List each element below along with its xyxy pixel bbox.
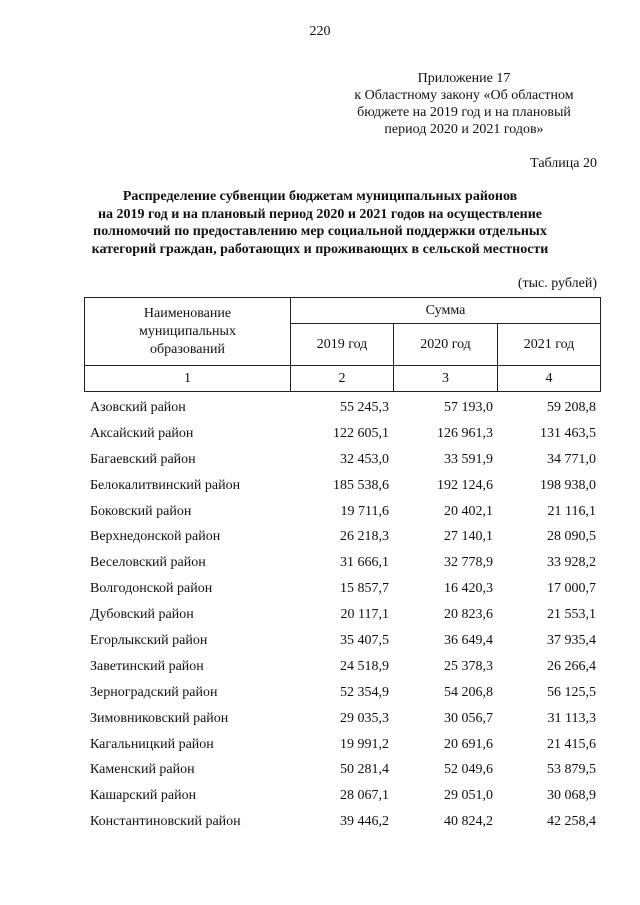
district-name: Багаевский район — [90, 451, 196, 467]
district-name: Волгодонской район — [90, 581, 213, 597]
table-body — [84, 395, 600, 835]
table-row — [84, 421, 600, 447]
value-2020: 25 378,3 — [444, 658, 493, 674]
header-name-cell — [85, 298, 291, 366]
table-row — [84, 550, 600, 576]
value-2021: 37 935,4 — [547, 632, 596, 648]
value-2020: 20 691,6 — [444, 736, 493, 752]
col-number: 4 — [498, 366, 601, 392]
title-line: полномочий по предоставлению мер социальной поддержки отдельных — [93, 224, 547, 239]
district-name: Боковский район — [90, 503, 192, 519]
value-2021: 26 266,4 — [547, 658, 596, 674]
value-2019: 122 605,1 — [333, 425, 389, 441]
value-2019: 31 666,1 — [340, 555, 389, 571]
value-2020: 33 591,9 — [444, 451, 493, 467]
table-row — [84, 524, 600, 550]
district-name: Веселовский район — [90, 555, 206, 571]
district-name: Зимовниковский район — [90, 710, 229, 726]
value-2021: 59 208,8 — [547, 399, 596, 415]
table-row — [84, 576, 600, 602]
value-2020: 30 056,7 — [444, 710, 493, 726]
value-2021: 198 938,0 — [540, 477, 596, 493]
value-2021: 21 415,6 — [547, 736, 596, 752]
header-year-2019: 2019 год — [291, 324, 394, 366]
appendix-line: Приложение 17 — [417, 71, 511, 86]
value-2019: 15 857,7 — [340, 581, 389, 597]
value-2021: 28 090,5 — [547, 529, 596, 545]
value-2021: 34 771,0 — [547, 451, 596, 467]
value-2020: 27 140,1 — [444, 529, 493, 545]
value-2020: 32 778,9 — [444, 555, 493, 571]
value-2021: 31 113,3 — [547, 710, 596, 726]
value-2019: 19 711,6 — [340, 503, 389, 519]
value-2021: 30 068,9 — [547, 788, 596, 804]
table-row — [84, 706, 600, 732]
title-line: Распределение субвенции бюджетам муниципальных районов — [122, 189, 518, 204]
district-name: Зерноградский район — [90, 684, 218, 700]
col-number: 2 — [291, 366, 394, 392]
value-2021: 42 258,4 — [547, 814, 596, 830]
value-2020: 52 049,6 — [444, 762, 493, 778]
value-2021: 17 000,7 — [547, 581, 596, 597]
value-2020: 20 823,6 — [444, 607, 493, 623]
table-label: Таблица 20 — [530, 156, 597, 171]
value-2021: 56 125,5 — [547, 684, 596, 700]
value-2020: 40 824,2 — [444, 814, 493, 830]
header-year-2020: 2020 год — [394, 324, 498, 366]
document-title — [40, 188, 600, 258]
table-row — [84, 395, 600, 421]
table-header — [84, 297, 601, 392]
table-row — [84, 447, 600, 473]
value-2019: 55 245,3 — [340, 399, 389, 415]
value-2019: 24 518,9 — [340, 658, 389, 674]
district-name: Каменский район — [90, 762, 195, 778]
col-number: 3 — [394, 366, 498, 392]
value-2021: 131 463,5 — [540, 425, 596, 441]
district-name: Азовский район — [90, 399, 186, 415]
value-2019: 35 407,5 — [340, 632, 389, 648]
table-row — [84, 680, 600, 706]
table-row — [84, 783, 600, 809]
value-2020: 126 961,3 — [437, 425, 493, 441]
value-2021: 33 928,2 — [547, 555, 596, 571]
district-name: Кашарский район — [90, 788, 197, 804]
value-2019: 32 453,0 — [340, 451, 389, 467]
value-2021: 21 116,1 — [547, 503, 596, 519]
value-2021: 21 553,1 — [547, 607, 596, 623]
title-line: на 2019 год и на плановый период 2020 и 2021 годов на осуществление — [97, 206, 543, 222]
district-name: Заветинский район — [90, 658, 204, 674]
appendix-line: к Областному закону «Об областном — [354, 88, 574, 103]
header-name: Наименование муниципальных образований — [139, 305, 236, 357]
value-2019: 29 035,3 — [340, 710, 389, 726]
value-2020: 36 649,4 — [444, 632, 493, 648]
value-2019: 19 991,2 — [340, 736, 389, 752]
col-number: 1 — [85, 366, 291, 392]
appendix-note — [330, 70, 598, 138]
title-line: категорий граждан, работающих и проживающих в сельской местности — [91, 241, 549, 257]
value-2019: 26 218,3 — [340, 529, 389, 545]
value-2019: 50 281,4 — [340, 762, 389, 778]
value-2019: 52 354,9 — [340, 684, 389, 700]
value-2020: 192 124,6 — [437, 477, 493, 493]
district-name: Дубовский район — [90, 607, 194, 623]
district-name: Верхнедонской район — [90, 529, 221, 545]
district-name: Белокалитвинский район — [90, 477, 241, 493]
district-name: Аксайский район — [90, 425, 194, 441]
district-name: Кагальницкий район — [90, 736, 214, 752]
value-2020: 54 206,8 — [444, 684, 493, 700]
table-row — [84, 732, 600, 758]
value-2019: 39 446,2 — [340, 814, 389, 830]
district-name: Егорлыкский район — [90, 632, 208, 648]
units-note: (тыс. рублей) — [517, 276, 597, 291]
value-2021: 53 879,5 — [547, 762, 596, 778]
district-name: Константиновский район — [90, 814, 241, 830]
value-2019: 28 067,1 — [340, 788, 389, 804]
table-row — [84, 628, 600, 654]
value-2019: 185 538,6 — [333, 477, 389, 493]
table-row — [84, 654, 600, 680]
table-row — [84, 757, 600, 783]
table-row — [84, 602, 600, 628]
table-row — [84, 809, 600, 835]
header-sum: Сумма — [291, 298, 601, 324]
value-2019: 20 117,1 — [340, 607, 389, 623]
table-row — [84, 473, 600, 499]
value-2020: 20 402,1 — [444, 503, 493, 519]
header-year-2021: 2021 год — [498, 324, 601, 366]
appendix-line: бюджете на 2019 год и на плановый — [357, 105, 571, 120]
value-2020: 57 193,0 — [444, 399, 493, 415]
page-number: 220 — [309, 24, 331, 39]
value-2020: 29 051,0 — [444, 788, 493, 804]
appendix-line: период 2020 и 2021 годов» — [384, 122, 544, 137]
value-2020: 16 420,3 — [444, 581, 493, 597]
table-row — [84, 499, 600, 525]
